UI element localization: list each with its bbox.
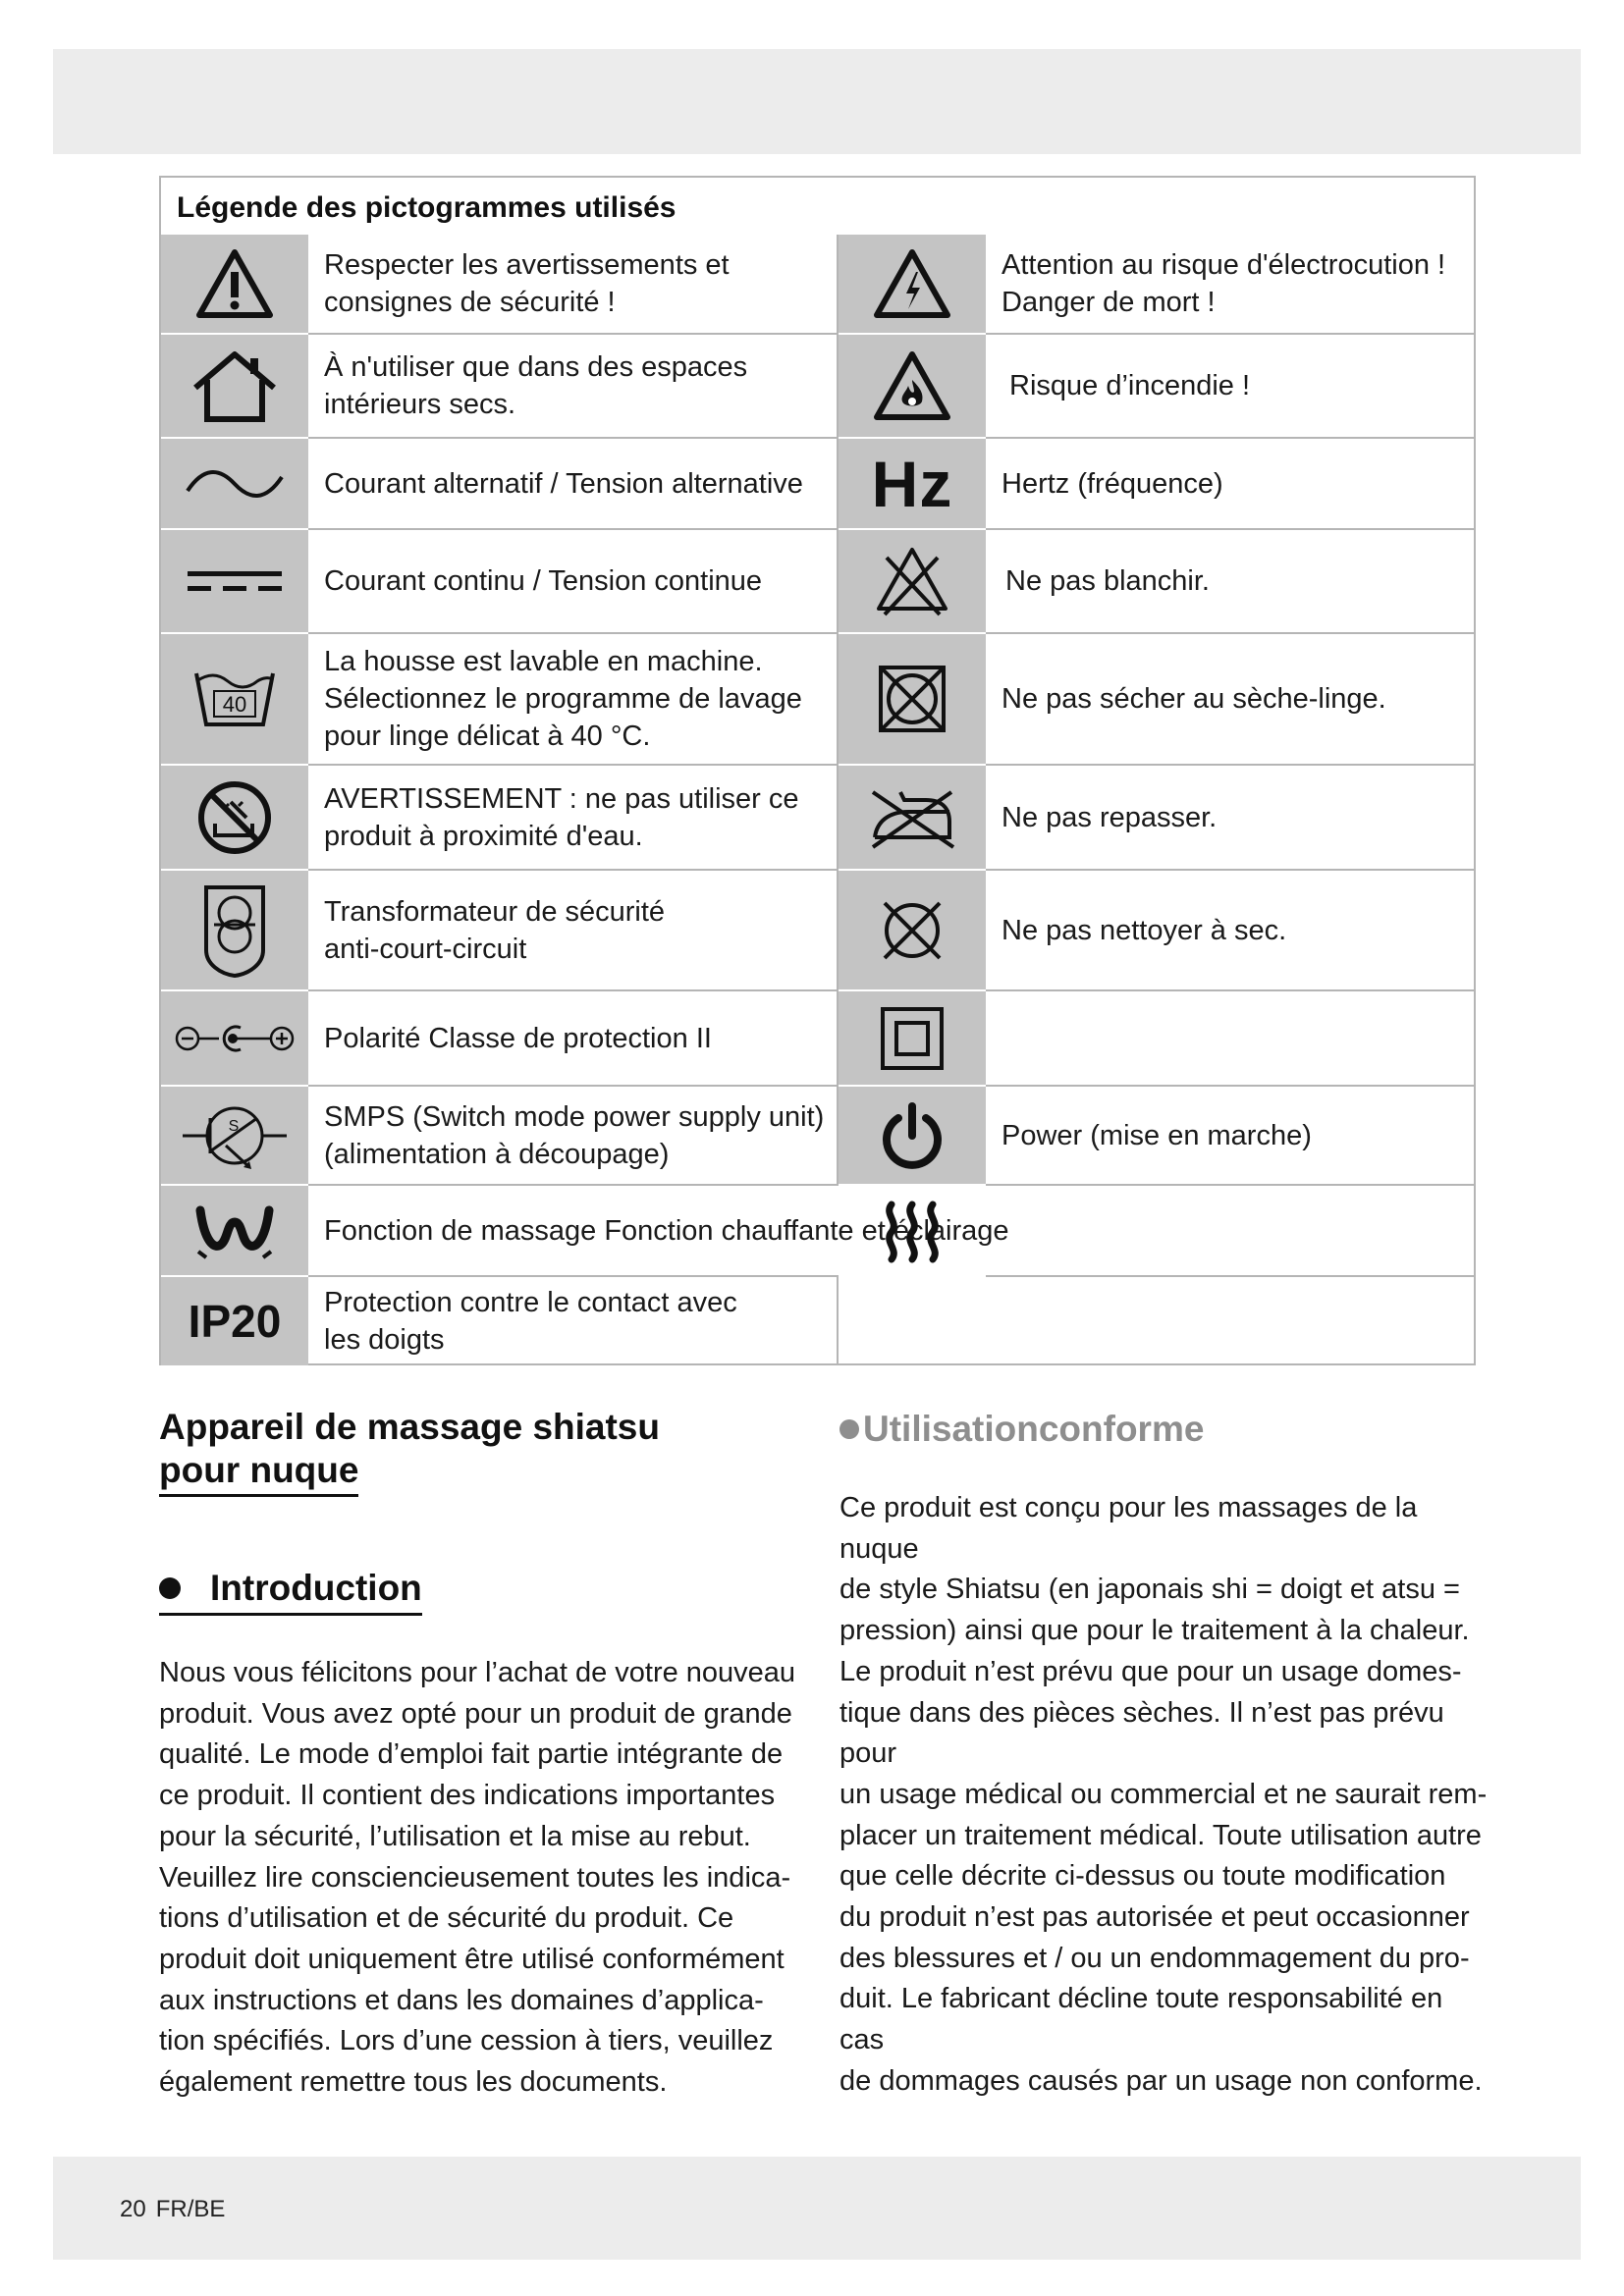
hertz-icon: Hz (839, 439, 986, 530)
legend-row-text: Power (mise en marche) (986, 1087, 1476, 1186)
no-tumble-dry-icon (839, 634, 986, 766)
legend-row-text: Ne pas blanchir. (986, 530, 1476, 634)
bullet-icon (159, 1577, 181, 1599)
ip20-icon: IP20 (161, 1277, 308, 1365)
page-number: 20 FR/BE (120, 2196, 226, 2222)
pictogram-legend-table (159, 176, 1476, 1365)
legend-row-text: Risque d’incendie ! (986, 335, 1476, 439)
legend-row-text: Ne pas repasser. (986, 766, 1476, 871)
legend-row-text (986, 991, 1476, 1087)
power-icon (839, 1087, 986, 1186)
legend-row-text: Protection contre le contact avec les doigts (308, 1277, 839, 1365)
no-bleach-icon (839, 530, 986, 634)
header-band (53, 49, 1581, 154)
house-icon (161, 335, 308, 439)
heat-icon (839, 1186, 986, 1277)
electric-shock-warning-icon (839, 235, 986, 335)
product-title: Appareil de massage shiatsu pour nuque (159, 1406, 660, 1497)
introduction-text: Nous vous félicitons pour l’achat de votre nouveau produit. Vous avez opté pour un produit de grande qualité. Le mode d’emploi fait partie intégrante de ce produit. Il contient des indications importantes pour la sécurité, l’utilisation et la mise au rebut. Veuillez lire consciencieusement toutes les indica- tions d’utilisation et de sécurité du produit. Ce produit doit uniquement être utilisé conformément aux instructions et dans les domaines d’applica- tion spécifiés. Lors d’une cession à tiers, veuillez également remettre tous les documents. (159, 1657, 796, 2099)
massage-icon (161, 1186, 308, 1277)
wash-40-icon (161, 634, 308, 766)
legend-row-text: Ne pas sécher au sèche-linge. (986, 634, 1476, 766)
legend-row-text: AVERTISSEMENT : ne pas utiliser ce produit à proximité d'eau. (308, 766, 839, 871)
legend-row-text: La housse est lavable en machine. Sélectionnez le programme de lavage pour linge délicat à 40 °C. (308, 634, 839, 766)
svg-text:40: 40 (222, 692, 247, 717)
protection-class-ii-icon (839, 991, 986, 1087)
intended-use-text: Ce produit est conçu pour les massages de la nuque de style Shiatsu (en japonais shi = doigt et atsu = pression) ainsi que pour le traitement à la chaleur. Le produit n’est prévu que pour un usage domes- tique dans des pièces sèches. Il n’est pas prévu pour un usage médical ou commercial et ne saurait rem- placer un traitement médical. Toute utilisation autre que celle décrite ci-dessus ou toute modification du produit n’est pas autorisée et peut occasionner des blessures et / ou un endommagement du pro- duit. Le fabricant décline toute responsabilité en cas de dommages causés par un usage non conforme. (839, 1492, 1488, 2097)
legend-row-text: SMPS (Switch mode power supply unit) (alimentation à découpage) (308, 1087, 839, 1186)
polarity-icon (161, 991, 308, 1087)
legend-row-text: Polarité Classe de protection II (308, 991, 839, 1087)
warning-triangle-icon (161, 235, 308, 335)
fire-risk-icon (839, 335, 986, 439)
no-water-icon (161, 766, 308, 871)
safety-transformer-icon (161, 871, 308, 991)
legend-row-text: À n'utiliser que dans des espaces intérieurs secs. (308, 335, 839, 439)
alternating-current-icon (161, 439, 308, 530)
legend-row-text: Attention au risque d'électrocution ! Danger de mort ! (986, 235, 1476, 335)
legend-row-text: Courant continu / Tension continue (308, 530, 839, 634)
no-iron-icon (839, 766, 986, 871)
footer-band (53, 2157, 1581, 2260)
legend-row-text: Hertz (fréquence) (986, 439, 1476, 530)
intended-use-heading: Utilisationconforme (839, 1409, 1204, 1450)
bullet-icon (839, 1419, 859, 1439)
legend-row-text: Ne pas nettoyer à sec. (986, 871, 1476, 991)
legend-row-text: Courant alternatif / Tension alternative (308, 439, 839, 530)
introduction-heading: Introduction (159, 1568, 422, 1616)
legend-row-text: Transformateur de sécurité anti-court-circuit (308, 871, 839, 991)
direct-current-icon (161, 530, 308, 634)
legend-row-text: Respecter les avertissements et consignes de sécurité ! (308, 235, 839, 335)
no-dry-clean-icon (839, 871, 986, 991)
smps-icon (161, 1087, 308, 1186)
legend-title: Légende des pictogrammes utilisés (177, 191, 677, 224)
legend-row-text: Fonction de massage Fonction chauffante et éclairage (308, 1186, 1476, 1277)
svg-text:S: S (228, 1117, 240, 1135)
